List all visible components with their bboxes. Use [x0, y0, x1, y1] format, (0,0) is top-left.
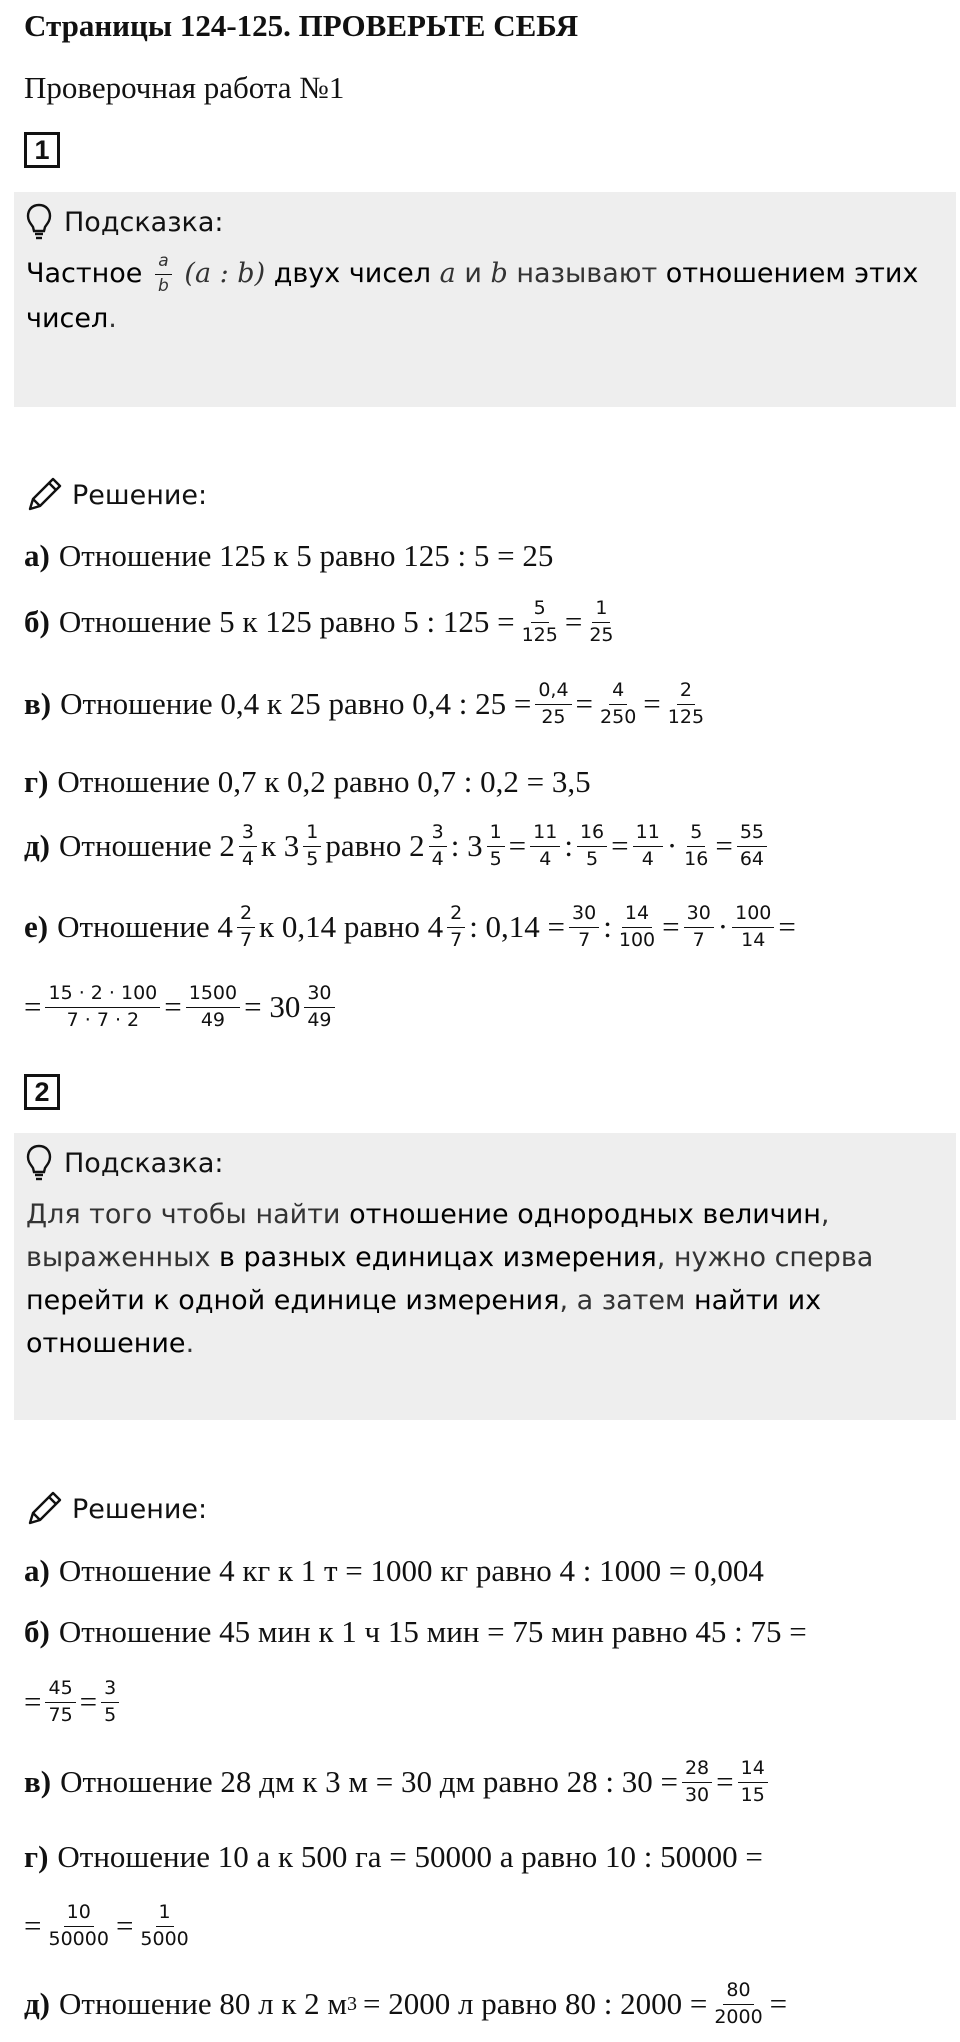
item-text: Отношение 45 мин к 1 ч 15 мин = 75 мин равно 45 : 75 =	[58, 1614, 807, 1649]
item-text: : 3	[450, 828, 483, 864]
item-label: д)	[24, 1986, 51, 2022]
colon: :	[603, 909, 612, 945]
task1-line-a	[24, 538, 553, 574]
equals: =	[79, 1684, 98, 1720]
hint-header	[26, 200, 944, 244]
item-label: в)	[24, 1764, 52, 1800]
task-number-2: 2	[24, 1074, 60, 1110]
item-label: г)	[24, 764, 49, 799]
item-text: Отношение 0,7 к 0,2 равно 0,7 : 0,2 = 3,5	[57, 764, 591, 799]
numerator: 14	[622, 903, 652, 928]
numerator: 2	[237, 903, 255, 928]
numerator: 1	[592, 598, 610, 623]
item-text: равно 2	[325, 828, 425, 864]
fraction	[45, 983, 160, 1032]
hint-bold-word: перейти к одной единице измерения	[26, 1285, 560, 1316]
var-b: b	[490, 258, 508, 289]
hint-text-1	[26, 252, 944, 340]
task1-line-g	[24, 764, 591, 800]
denominator: 100	[618, 928, 656, 951]
denominator: 64	[739, 847, 765, 870]
var-a: a	[439, 258, 456, 289]
numerator: 2	[677, 680, 695, 705]
fraction	[737, 822, 767, 871]
denominator: 7	[578, 928, 591, 951]
hint-bold-word: отношение однородных величин	[349, 1199, 821, 1230]
hint-word: двух чисел	[273, 258, 432, 289]
numerator: 14	[738, 1758, 768, 1783]
colon: :	[564, 828, 573, 864]
equals: =	[769, 1986, 788, 2022]
solution-header	[24, 1489, 207, 1529]
item-text: Отношение 5 к 125 равно 5 : 125 =	[58, 604, 515, 640]
numerator: 4	[609, 680, 627, 705]
fraction	[682, 1758, 712, 1807]
fraction	[577, 822, 607, 871]
equals: =	[508, 828, 527, 864]
superscript: 3	[347, 1992, 358, 2015]
fraction	[304, 983, 334, 1032]
task1-line-e-continued	[24, 983, 339, 1032]
equals: =	[643, 686, 661, 722]
fraction	[684, 903, 714, 952]
hint-header	[26, 1141, 944, 1185]
item-label: в)	[24, 686, 52, 722]
hint-word: , нужно сперва	[656, 1242, 874, 1273]
fraction	[616, 903, 658, 952]
denominator: 5	[489, 847, 502, 870]
numerator: 80	[723, 1980, 753, 2005]
hint-word: называют	[516, 258, 658, 289]
numerator: 15 · 2 · 100	[45, 983, 160, 1008]
numerator: 1	[303, 822, 321, 847]
fraction	[239, 822, 257, 871]
equals: =	[716, 1764, 734, 1800]
fraction	[681, 822, 711, 871]
item-label: б)	[24, 1614, 50, 1649]
hint-bold-word: чисел	[26, 302, 109, 334]
hint-bold-word: отношением этих	[665, 258, 919, 289]
denominator: 4	[539, 847, 552, 870]
denominator: 50000	[48, 1927, 109, 1950]
item-text: Отношение 125 к 5 равно 125 : 5 = 25	[58, 538, 554, 573]
fraction	[487, 822, 505, 871]
item-text: Отношение 28 дм к 3 м = 30 дм равно 28 : 30 =	[60, 1764, 678, 1800]
item-text: Отношение 4 кг к 1 т = 1000 кг равно 4 : 1000 = 0,004	[58, 1553, 764, 1588]
numerator: 16	[577, 822, 607, 847]
equals: =	[24, 989, 42, 1025]
denominator: 49	[200, 1008, 226, 1031]
task2-line-b	[24, 1614, 807, 1650]
fraction	[530, 822, 560, 871]
hint-punct: ,	[820, 1199, 830, 1230]
hint-bold-word: найти их	[693, 1285, 822, 1316]
numerator: 11	[633, 822, 663, 847]
equals: =	[778, 909, 796, 945]
denominator: 250	[600, 705, 637, 728]
page-title: Страницы 124-125. ПРОВЕРЬТЕ СЕБЯ	[24, 8, 579, 43]
fraction	[597, 680, 639, 729]
denominator: 4	[641, 847, 654, 870]
task2-line-g	[24, 1839, 763, 1875]
task1-line-v	[24, 680, 711, 729]
equals: =	[24, 1908, 42, 1944]
hint-text-2	[26, 1193, 944, 1365]
item-text: к 3	[260, 828, 300, 864]
denominator: 25	[589, 623, 614, 646]
fraction	[738, 1758, 768, 1807]
denominator: 75	[48, 1703, 73, 1726]
pencil-icon	[24, 475, 64, 515]
dot: ·	[666, 828, 678, 864]
denominator: 7	[450, 928, 463, 951]
hint-paren: (a : b)	[184, 258, 266, 289]
task1-line-e	[24, 903, 796, 952]
fraction	[186, 983, 240, 1032]
hint-bold-word: отношение	[26, 1328, 186, 1359]
hint-punct: .	[185, 1328, 195, 1359]
denominator: 2000	[714, 2005, 763, 2028]
fraction	[519, 598, 561, 647]
solution-label: Решение:	[72, 1493, 208, 1525]
equals: =	[662, 909, 680, 945]
hint-label: Подсказка:	[64, 1147, 224, 1179]
fraction	[732, 903, 774, 952]
task1-line-b	[24, 598, 621, 647]
hint-box-2	[14, 1133, 956, 1420]
equals: =	[715, 828, 733, 864]
denominator: 5	[306, 847, 319, 870]
denominator: 5	[104, 1703, 117, 1726]
lightbulb-icon	[26, 1144, 52, 1182]
numerator: 5	[687, 822, 705, 847]
solution-header	[24, 475, 207, 515]
fraction	[101, 1678, 119, 1727]
numerator: 3	[101, 1678, 119, 1703]
solution-label: Решение:	[72, 479, 208, 511]
hint-word: Частное	[26, 258, 143, 289]
task2-line-g-continued	[24, 1902, 196, 1951]
item-text: = 30	[244, 989, 301, 1025]
denominator: 5000	[140, 1927, 189, 1950]
item-text: к 0,14 равно 4	[259, 909, 444, 945]
item-label: а)	[24, 538, 50, 573]
fraction	[447, 903, 465, 952]
equals: =	[115, 1908, 134, 1944]
denominator: 4	[241, 847, 254, 870]
hint-box-1	[14, 192, 956, 407]
hint-word: Для того чтобы найти	[26, 1199, 341, 1230]
numerator: 100	[732, 903, 774, 928]
numerator: 3	[429, 822, 447, 847]
task1-line-d	[24, 822, 771, 871]
fraction	[569, 903, 599, 952]
fraction	[45, 1902, 111, 1951]
numerator: 1500	[186, 983, 240, 1008]
task-number-1: 1	[24, 132, 60, 168]
fraction	[586, 598, 616, 647]
denominator: 25	[541, 705, 566, 728]
numerator: 30	[304, 983, 334, 1008]
equals: =	[611, 828, 629, 864]
dot: ·	[717, 909, 729, 945]
numerator: 55	[737, 822, 767, 847]
equals: =	[564, 604, 583, 640]
hint-label: Подсказка:	[64, 206, 224, 238]
task2-line-v	[24, 1758, 772, 1807]
denominator: b	[158, 276, 169, 296]
fraction	[711, 1980, 765, 2029]
hint-word: , а затем	[559, 1285, 686, 1316]
item-text: Отношение 2	[59, 828, 235, 864]
fraction	[535, 680, 571, 729]
equals: =	[164, 989, 182, 1025]
hint-punct: .	[108, 302, 117, 334]
task2-line-d	[24, 1980, 787, 2029]
denominator: 7 · 7 · 2	[66, 1008, 140, 1031]
item-text: Отношение 10 а к 500 га = 50000 а равно 10 : 50000 =	[57, 1839, 763, 1874]
fraction	[665, 680, 707, 729]
numerator: 28	[682, 1758, 712, 1783]
denominator: 125	[667, 705, 705, 728]
denominator: 49	[307, 1008, 332, 1031]
numerator: 2	[447, 903, 465, 928]
numerator: 30	[569, 903, 599, 928]
fraction	[429, 822, 447, 871]
lightbulb-icon	[26, 203, 52, 241]
fraction	[45, 1678, 75, 1727]
numerator: 10	[64, 1902, 94, 1927]
denominator: 15	[740, 1783, 765, 1806]
item-text: = 2000 л равно 80 : 2000 =	[363, 1986, 708, 2022]
numerator: 45	[45, 1678, 75, 1703]
fraction	[303, 822, 321, 871]
numerator: 1	[487, 822, 505, 847]
denominator: 30	[684, 1783, 710, 1806]
numerator: 5	[531, 598, 549, 623]
numerator: 1	[156, 1902, 174, 1927]
numerator: a	[155, 252, 171, 275]
item-label: г)	[24, 1839, 49, 1874]
item-text: Отношение 4	[57, 909, 233, 945]
item-text: Отношение 80 л к 2 м	[59, 1986, 348, 2022]
denominator: 7	[239, 928, 253, 951]
equals: =	[575, 686, 594, 722]
item-label: д)	[24, 828, 51, 864]
fraction	[237, 903, 255, 952]
numerator: 30	[684, 903, 714, 928]
task2-line-b-continued	[24, 1678, 123, 1727]
denominator: 5	[586, 847, 599, 870]
pencil-icon	[24, 1489, 64, 1529]
numerator: 3	[239, 822, 257, 847]
item-label: е)	[24, 909, 49, 945]
fraction	[155, 252, 172, 296]
fraction	[137, 1902, 191, 1951]
hint-word: выраженных	[26, 1242, 211, 1273]
denominator: 4	[431, 847, 444, 870]
denominator: 125	[521, 623, 558, 646]
fraction	[633, 822, 663, 871]
denominator: 7	[692, 928, 705, 951]
hint-word: и	[464, 258, 482, 289]
task2-line-a	[24, 1553, 764, 1589]
item-label: б)	[24, 604, 50, 640]
page-subtitle: Проверочная работа №1	[24, 70, 345, 105]
equals: =	[24, 1684, 42, 1720]
item-label: а)	[24, 1553, 50, 1588]
item-text: Отношение 0,4 к 25 равно 0,4 : 25 =	[60, 686, 532, 722]
denominator: 14	[741, 928, 766, 951]
denominator: 16	[684, 847, 709, 870]
numerator: 11	[530, 822, 560, 847]
item-text: : 0,14 =	[469, 909, 566, 945]
hint-bold-word: в разных единицах измерения	[219, 1242, 657, 1273]
numerator: 0,4	[535, 680, 571, 705]
